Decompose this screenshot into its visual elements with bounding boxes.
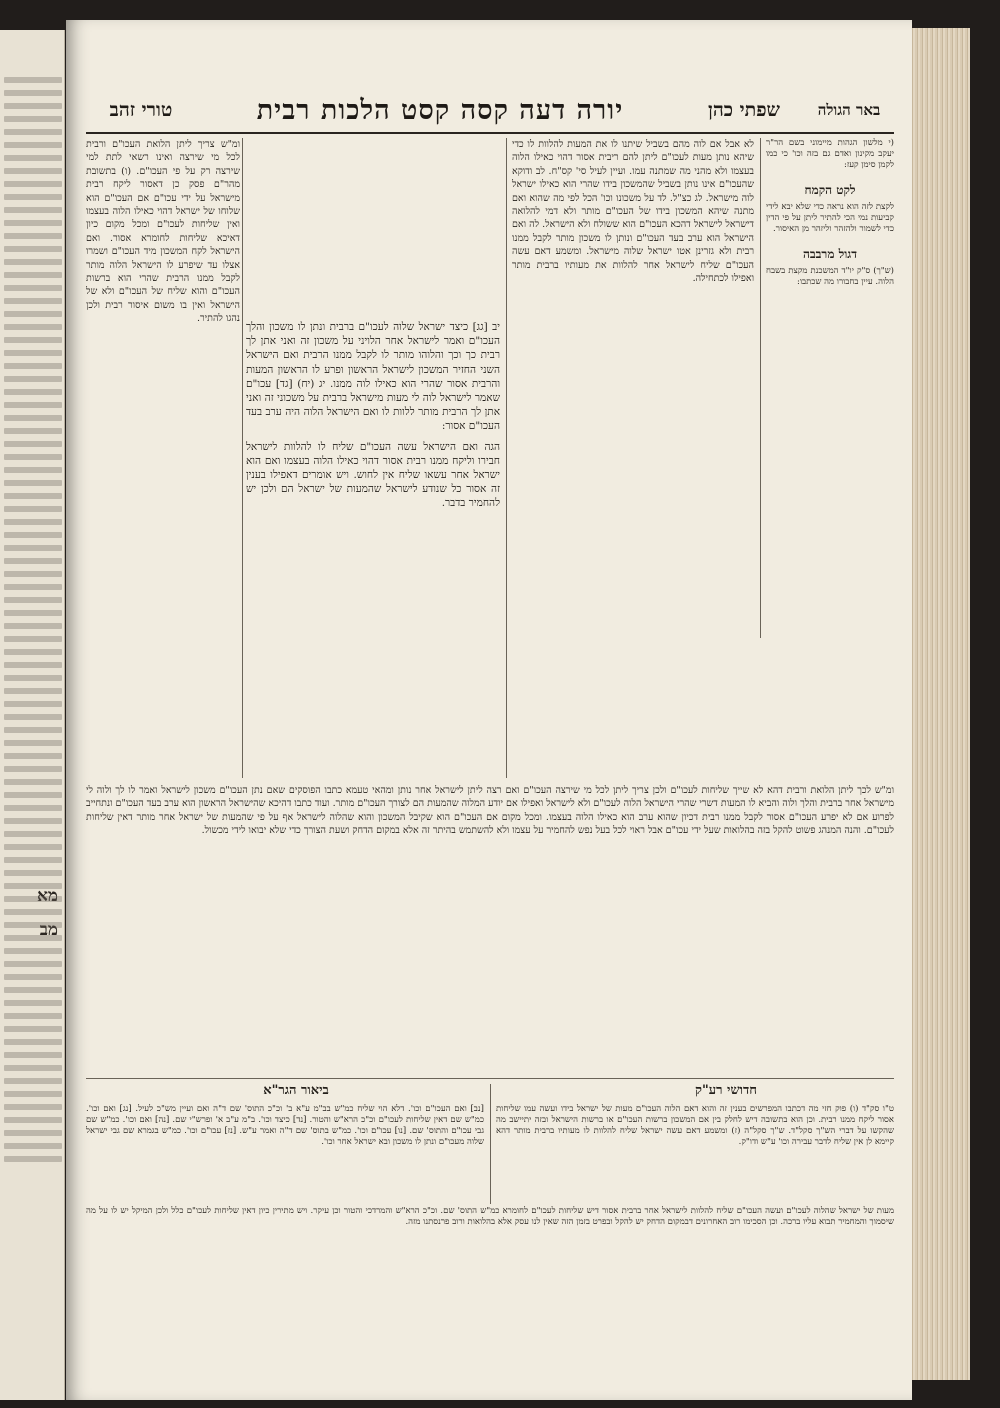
- margin-heading-dagul: דגול מרבבה: [802, 247, 858, 261]
- column-divider: [760, 138, 761, 638]
- rabbi-akiva-eiger-text: ט"ו סק"ד (ו) פוק חזי מה דכתבו המפרשים בענין זה והוא דאם הלוה העכו"ם מעות של ישראל בידו ועשה עמו שליחות אסור ליקח ממנו רבית. וכן הוא בתשובה דיש לחלק בין אם המשכון ברשות העכו"ם או ברשות הישראל ובזה יתיישב מה שהקשו על דברי הש"ך סקל"ד. ש"ך סקל"ה (ז) ומשמע דאם עשה ישראל שליח להלוות לו מעותיו ברבית מותר דהא קיימא לן אין שליח לדבר עבירה וכו' ע"ש ודו"ק.: [496, 1104, 894, 1147]
- lower-commentary: [86, 784, 894, 1074]
- rema-gloss: הגה ואם הישראל עשה העכו"ם שליח לו להלוות לישראל חבירו וליקח ממנו רבית אסור דהוי כאילו הלוה בעצמו ואם הוא ישראל אחר עשאו שליח אין לחוש. ויש אומרים דאפילו בענין זה אסור כל שנודע לישראל שהמעות של ישראל הם ולכן יש להחמיר בדבר.: [246, 440, 500, 510]
- shulchan-aruch-main: [246, 320, 500, 650]
- running-head-center: יורה דעה קסה קסט הלכות רבית: [256, 94, 624, 126]
- facing-page-heading: מב: [39, 920, 58, 940]
- bottom-notes: [86, 1206, 894, 1276]
- running-head-outer-right: באר הגולה: [817, 100, 881, 119]
- rabbi-akiva-eiger-notes: [496, 1104, 894, 1200]
- running-head-right: שפתי כהן: [707, 98, 781, 121]
- gra-heading: ביאור הגר"א: [263, 1083, 329, 1098]
- section-rule: [86, 1078, 894, 1079]
- margin-text-leket: לקצת לזה הוא נראה כדי שלא יבא לידי קביעות נמי הכי להתיר ליתן על פי הדין כדי לשמור ולהזהר וליזהר מן האיסור.: [766, 202, 894, 234]
- facing-page-edge: [0, 30, 65, 1400]
- book-page-edges: [910, 28, 970, 1380]
- running-head: [86, 90, 894, 130]
- header-rule: [86, 132, 894, 134]
- shach-commentary: [512, 138, 754, 778]
- bottom-notes-text: מעות של ישראל שהלוה לעכו"ם ועשה העכו"ם שליח להלוות לישראל אחר ברבית אסור דיש שליחות לעכו"ם לחומרא כמ"ש התוס' שם. וכ"כ הרא"ש והמרדכי והטור וכן עיקר. ויש מתירין כיון דאין שליחות לעכו"ם כלל ולכן המיקל יש לו על מה שיסמוך והמחמיר תבוא עליו ברכה. וכן הסכימו רוב האחרונים דבמקום הדחק יש להקל ובפרט בזמן הזה שאין לנו עסק אלא בהלואות ורוב פרנסתנו מזה.: [86, 1206, 894, 1227]
- column-divider: [490, 1084, 491, 1204]
- shach-text: לא אבל אם לוה מהם בשביל שיתנו לו את המעות להלוות לו כדי שיהא נותן מעות לעכו"ם ליתן להם ריבית אסור דהוי כאילו הלוה בעצמו ולא מהני מה שמתנה עמו. ועיין לעיל סי' קס"ח. לב ודוקא שהעכו"ם אינו נותן בשביל שהמשכון בידו שהרי הוא כאילו ישראל לוה מישראל. לג כצ"ל. לד על משכונו וכו' הכל לפי מה שהוא ואם מתנה שיהא המשכון בידו של העכו"ם מותר ולא דמי להלואה דישראל לישראל דהכא העכו"ם הוא ששולח ולא הישראל. לה ואם הישראל הוא ערב בעד העכו"ם ונותן לו משכון מותר לקבל ממנו רבית ולא גזרינן אטו ישראל שלוה מישראל. ומשמע דאם עשה העכו"ם שליח לישראל אחר להלוות את מעותיו ברבית מותר ואפילו לכתחילה.: [512, 139, 754, 285]
- running-head-left: טורי זהב: [109, 98, 173, 121]
- margin-note: (י מלשון הגהות מיימוני בשם הר"ר יעקב מקינון ואדם גם בזה וכו' כי כמו לקמן סימן קעז:: [766, 138, 894, 170]
- taz-commentary: [86, 138, 240, 778]
- margin-heading-leket: לקט הקמח: [804, 183, 856, 197]
- shulchan-aruch-text: יב [גג] כיצד ישראל שלוה לעכו"ם ברבית ונתן לו משכון והלך העכו"ם ואמר לישראל אחר הלויני על משכון זה ואני אתן לך רבית כך וכך והלוהו מותר לו לקבל ממנו הרבית ואם הישראל השני החזיר המשכון לישראל הראשון ופרע לו הראשון המעות והרבית אסור שהרי הוא כאילו לוה ממנו. יג (יח) [גד] עכו"ם שאמר לישראל לוה לי מעות מישראל ברבית על משכוני זה ואני אתן לך הרבית מותר ללוות לו ואם הישראל הלוה היה ערב בעד העכו"ם אסור:: [246, 321, 500, 433]
- lower-commentary-text: ומ"ש לכך ליתן הלואת ורבית דהא לא שייך שליחות לעכו"ם ולכן צריך ליתן לכל מי שירצה העכו"ם ואם רצה ליתן לישראל אחר נותן ומהאי טעמא כתבו הפוסקים שאם נתן העכו"ם משכון לישראל ואמר לו לך ולוה לי מישראל אחר ברבית והלך ולוה והביא לו המעות דשרי שהרי הישראל הלוה לעכו"ם ולא לישראל ואפילו אם יודע המלוה שהמעות הם לצורך העכו"ם מותר. ועוד כתבו דהיכא שהישראל הראשון הוא ערב בעד העכו"ם ונתחייב לפרוע אם לא יפרע העכו"ם אסור לקבל ממנו רבית דכיון שהוא ערב הוא כאילו הלוה בעצמו. ומכל מקום אם העכו"ם הוא שקיבל המשכון והוא שהלוה לישראל אף על פי שהמעות של ישראל אחר מותר דאין שליחות לעכו"ם. והנה המנהג פשוט להקל בזה בהלואות שעל ידי עכו"ם אבל ראוי לכל בעל נפש להחמיר על עצמו ולא להשתמש בהיתר זה אלא במקום הדחק ושעת הצורך כדי שלא יבואו לידי מכשול.: [86, 785, 894, 837]
- gra-text: [נב] ואם העכו"ם וכו'. דלא הוי שליח כמ"ש בב"מ ע"א ב' וכ"כ התוס' שם ד"ה ואם ועיין מש"כ לעיל. [נג] ואם וכו'. כמ"ש שם דאין שליחות לעכו"ם וכ"כ הרא"ש והטור. [נד] כיצד וכו'. ב"מ ע"ב א' ופרש"י שם. [נה] ואם וכו'. כמ"ש שם גבי עכו"ם והתוס' שם. [נו] עכו"ם וכו'. כמ"ש בתוס' שם ד"ה ואמר ע"ש. [נז] עכו"ם וכו'. כמ"ש בגמרא שם גבי ישראל שלוה מעכו"ם ונתן לו משכון ובא ישראל אחר וכו'.: [86, 1104, 484, 1147]
- rabbi-akiva-eiger-heading: חדושי רע"ק: [695, 1083, 757, 1098]
- taz-text: ומ"ש צריך ליתן הלואת העכו"ם ורבית לכל מי שירצה ואינו רשאי לתת למי שירצה רק על פי העכו"ם. (ו) בתשובת מהר"ם פסק כן דאסור ליקח רבית מישראל על ידי עכו"ם אם העכו"ם הוא שלוחו של ישראל דהוי כאילו הלוה בעצמו ואין שליחות לעכו"ם ומכל מקום כיון דאיכא שליחות לחומרא אסור. ואם הישראל לקח המשכון מיד העכו"ם ושמרו אצלו עד שיפרע לו הישראל הלוה מותר לקבל ממנו הרבית שהרי הוא ברשות העכו"ם והוא שליח של העכו"ם ולא של הישראל ואין בו משום איסור רבית ולכן נהגו להתיר.: [86, 139, 240, 325]
- book-page: [66, 20, 912, 1400]
- column-divider: [242, 138, 243, 778]
- facing-page-word: מא: [37, 886, 58, 906]
- facing-page-text-lines: [4, 70, 62, 1169]
- column-divider: [506, 138, 507, 778]
- gra-notes: [86, 1104, 484, 1200]
- margin-column-right: [766, 138, 894, 608]
- margin-text-dagul: (ש"ך) ס"ק יו"ד המשכנת מקצת בשבח הלוה. עיין בחבורו מה שכתבו:: [766, 266, 894, 287]
